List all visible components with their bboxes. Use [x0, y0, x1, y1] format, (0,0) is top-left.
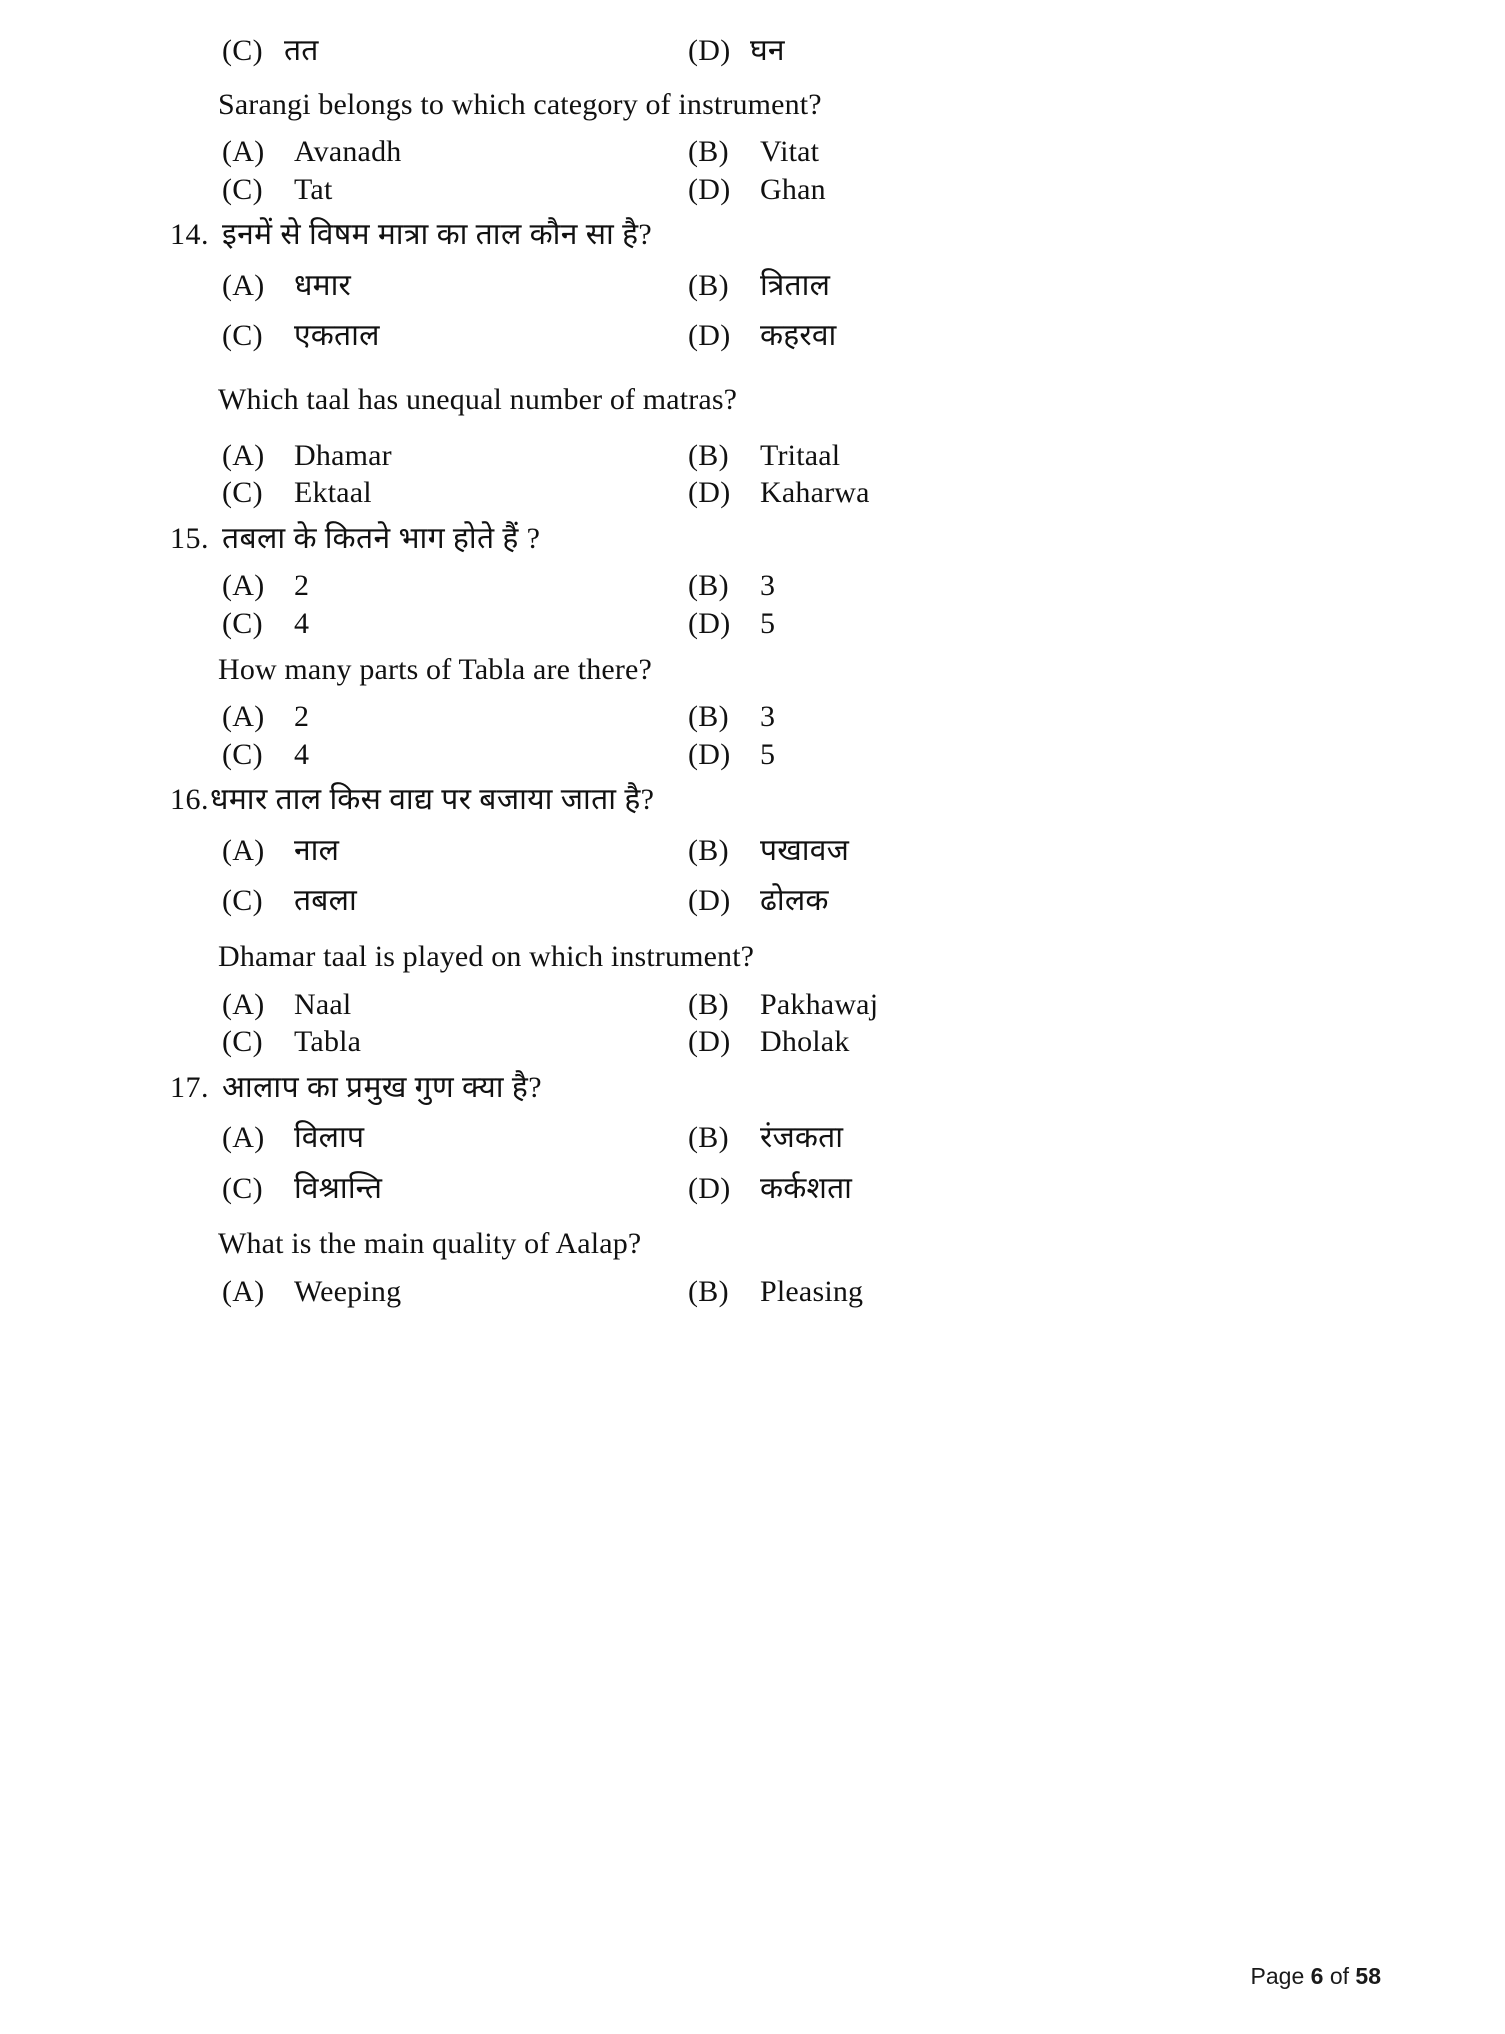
option-a	[222, 569, 688, 603]
option-value: कर्कशता	[760, 1171, 853, 1205]
option-row	[170, 1025, 1350, 1059]
option-b	[688, 1275, 1350, 1309]
option-label: (D)	[688, 1025, 731, 1059]
question-stem-english: Which taal has unequal number of matras?	[218, 382, 738, 416]
option-c	[222, 173, 688, 207]
option-d	[688, 316, 1350, 357]
option-c	[222, 316, 688, 357]
footer-prefix: Page	[1250, 1963, 1311, 1989]
option-label: (B)	[688, 268, 729, 302]
page-footer	[1251, 1963, 1381, 1990]
option-d	[688, 607, 1350, 641]
option-b	[688, 439, 1350, 473]
option-value: Dholak	[760, 1025, 850, 1059]
option-label: (D)	[688, 884, 731, 918]
option-value: Pakhawaj	[760, 987, 879, 1021]
option-value: त्रिताल	[760, 268, 831, 302]
option-value: Tat	[294, 172, 333, 206]
option-label: (C)	[222, 172, 263, 206]
option-value: Ektaal	[294, 476, 372, 510]
option-row	[170, 1275, 1350, 1309]
option-label: (A)	[222, 700, 265, 734]
option-label: (B)	[688, 135, 729, 169]
page-content	[170, 34, 1350, 1312]
question-16-heading	[170, 783, 1350, 817]
option-d	[688, 1169, 1350, 1210]
option-row	[170, 738, 1350, 772]
question-stem-english: What is the main quality of Aalap?	[218, 1227, 642, 1261]
option-label: (D)	[688, 319, 731, 353]
option-c	[222, 34, 688, 68]
option-value: घन	[750, 34, 785, 67]
option-b	[688, 266, 1350, 307]
option-value: 3	[760, 700, 776, 734]
option-b	[688, 135, 1350, 169]
option-label: (A)	[222, 569, 265, 603]
option-value: ढोलक	[760, 884, 829, 918]
option-label: (D)	[688, 34, 731, 67]
option-value: तत	[284, 34, 319, 67]
option-b	[688, 569, 1350, 603]
option-value: रंजकता	[760, 1121, 844, 1155]
option-value: 4	[294, 737, 310, 771]
option-c	[222, 1025, 688, 1059]
option-value: 3	[760, 569, 776, 603]
option-value: पखावज	[760, 833, 850, 867]
option-row	[170, 135, 1350, 169]
option-label: (B)	[688, 438, 729, 472]
option-b	[688, 700, 1350, 734]
option-label: (C)	[222, 606, 263, 640]
option-label: (B)	[688, 569, 729, 603]
option-b	[688, 1118, 1350, 1159]
option-a	[222, 135, 688, 169]
option-value: Ghan	[760, 172, 826, 206]
option-label: (B)	[688, 987, 729, 1021]
option-label: (A)	[222, 1121, 265, 1155]
option-row	[170, 700, 1350, 734]
option-value: Tabla	[294, 1025, 362, 1059]
option-value: नाल	[294, 833, 340, 867]
option-d	[688, 881, 1350, 922]
option-a	[222, 831, 688, 872]
question-stem-hindi: धमार ताल किस वाद्य पर बजाया जाता है?	[210, 783, 655, 817]
option-label: (A)	[222, 135, 265, 169]
option-label: (B)	[688, 833, 729, 867]
option-row	[170, 316, 1350, 357]
option-label: (B)	[688, 1121, 729, 1155]
question-stem-english: Sarangi belongs to which category of instrument?	[218, 87, 822, 121]
question-15-heading	[170, 522, 1350, 556]
option-value: Avanadh	[294, 135, 402, 169]
option-c	[222, 1169, 688, 1210]
option-value: विलाप	[294, 1121, 365, 1155]
option-value: Naal	[294, 987, 352, 1021]
option-b	[688, 988, 1350, 1022]
option-label: (C)	[222, 476, 263, 510]
option-row	[170, 34, 1350, 68]
footer-total-pages: 58	[1355, 1963, 1381, 1989]
option-label: (A)	[222, 987, 265, 1021]
option-value: 5	[760, 606, 776, 640]
option-value: 4	[294, 606, 310, 640]
option-value: तबला	[294, 884, 357, 918]
option-a	[222, 1275, 688, 1309]
option-value: Dhamar	[294, 438, 392, 472]
option-value: 5	[760, 737, 776, 771]
option-d	[688, 173, 1350, 207]
question-stem-hindi: आलाप का प्रमुख गुण क्या है?	[222, 1070, 542, 1104]
option-a	[222, 1118, 688, 1159]
option-b	[688, 831, 1350, 872]
option-label: (C)	[222, 1025, 263, 1059]
option-row	[170, 439, 1350, 473]
option-value: 2	[294, 569, 310, 603]
option-label: (A)	[222, 268, 265, 302]
option-label: (A)	[222, 438, 265, 472]
option-c	[222, 881, 688, 922]
option-c	[222, 738, 688, 772]
option-label: (D)	[688, 737, 731, 771]
question-number: 15.	[170, 521, 209, 555]
option-d	[688, 1025, 1350, 1059]
option-label: (D)	[688, 606, 731, 640]
question-number: 17.	[170, 1070, 209, 1104]
option-d	[688, 476, 1350, 510]
option-label: (A)	[222, 833, 265, 867]
option-value: धमार	[294, 268, 352, 302]
option-row	[170, 569, 1350, 603]
option-d	[688, 34, 1350, 68]
question-number: 16.	[170, 783, 209, 817]
option-value: Tritaal	[760, 438, 841, 472]
option-label: (C)	[222, 884, 263, 918]
option-label: (C)	[222, 737, 263, 771]
option-row	[170, 173, 1350, 207]
question-stem-english: How many parts of Tabla are there?	[218, 652, 652, 686]
option-c	[222, 607, 688, 641]
option-value: विश्रान्ति	[294, 1171, 383, 1205]
option-label: (C)	[222, 34, 263, 67]
footer-page-number: 6	[1310, 1963, 1324, 1989]
option-row	[170, 881, 1350, 922]
option-label: (D)	[688, 172, 731, 206]
option-label: (B)	[688, 1274, 729, 1308]
option-d	[688, 738, 1350, 772]
option-a	[222, 988, 688, 1022]
option-c	[222, 476, 688, 510]
option-value: एकताल	[294, 319, 380, 353]
option-label: (C)	[222, 1171, 263, 1205]
option-label: (C)	[222, 319, 263, 353]
option-label: (D)	[688, 476, 731, 510]
option-value: Vitat	[760, 135, 820, 169]
question-stem-english: Dhamar taal is played on which instrument?	[218, 939, 755, 973]
option-value: Kaharwa	[760, 476, 870, 510]
option-value: Weeping	[294, 1274, 402, 1308]
option-label: (D)	[688, 1171, 731, 1205]
option-value: 2	[294, 700, 310, 734]
footer-middle: of	[1323, 1963, 1356, 1989]
option-row	[170, 266, 1350, 307]
question-stem-hindi: इनमें से विषम मात्रा का ताल कौन सा है?	[222, 218, 653, 252]
option-label: (B)	[688, 700, 729, 734]
question-stem-hindi: तबला के कितने भाग होते हैं ?	[222, 521, 541, 555]
option-row	[170, 831, 1350, 872]
option-a	[222, 439, 688, 473]
option-value: Pleasing	[760, 1274, 864, 1308]
question-17-heading	[170, 1071, 1350, 1105]
option-row	[170, 988, 1350, 1022]
option-a	[222, 700, 688, 734]
question-14-heading	[170, 218, 1350, 252]
option-value: कहरवा	[760, 319, 837, 353]
option-row	[170, 607, 1350, 641]
question-number: 14.	[170, 218, 209, 252]
option-a	[222, 266, 688, 307]
option-row	[170, 1118, 1350, 1159]
option-row	[170, 1169, 1350, 1210]
option-row	[170, 476, 1350, 510]
option-label: (A)	[222, 1274, 265, 1308]
